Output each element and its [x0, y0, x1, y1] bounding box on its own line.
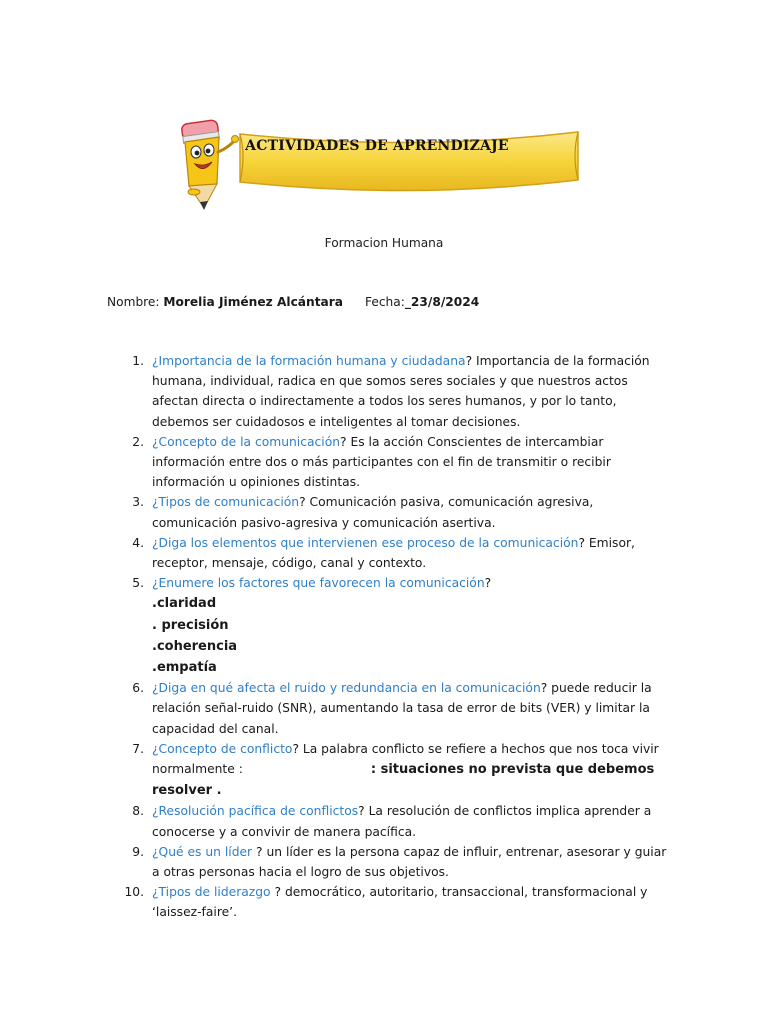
- answer-text: ? democrático, autoritario, transaccional, transformacional y ‘laissez-faire’.: [152, 885, 648, 920]
- item-number: 1.: [132, 354, 144, 368]
- question-open: ¿: [152, 576, 159, 591]
- item-number: 6.: [132, 681, 144, 696]
- answer-text: ? Emisor, receptor, mensaje, código, canal y contexto.: [152, 535, 635, 571]
- question-open: ¿: [152, 804, 159, 819]
- question-text: Concepto de conflicto: [158, 741, 293, 756]
- question-text: Tipos de liderazgo: [158, 885, 271, 900]
- item-number: 3.: [132, 495, 144, 510]
- name-label: Nombre:: [107, 295, 164, 309]
- item-number: 5.: [132, 576, 144, 591]
- list-item: [122, 351, 667, 432]
- activity-banner: [172, 118, 592, 218]
- list-item: [122, 842, 667, 882]
- answer-text: ? Importancia de la formación humana, individual, radica en que somos seres sociales y que nuestros actos afectan directa o indirectamente a todos los seres humanos, y por lo tanto, debemos ser cuidadosos e inteligentes al tomar decisiones.: [152, 354, 650, 429]
- item-number: 8.: [132, 804, 144, 819]
- list-item: [122, 432, 667, 493]
- question-open: ¿: [152, 741, 159, 756]
- question-text: Importancia de la formación humana y ciudadana: [158, 354, 466, 368]
- question-open: ¿: [152, 354, 159, 368]
- question-text: Diga los elementos que intervienen ese proceso de la comunicación: [158, 535, 579, 550]
- answer-bold-text: : situaciones no prevista que debemos resolver .: [152, 762, 655, 799]
- question-open: ¿: [152, 535, 159, 550]
- question-text: Enumere los factores que favorecen la comunicación: [158, 576, 485, 591]
- date-label: Fecha:: [364, 295, 405, 309]
- answer-text: ?: [484, 576, 492, 591]
- date-value: _23/8/2024: [404, 295, 480, 309]
- question-open: ¿: [152, 495, 159, 510]
- item-number: 9.: [132, 844, 144, 859]
- question-open: ¿: [152, 681, 159, 696]
- answer-text: ? Comunicación pasiva, comunicación agresiva, comunicación pasivo-agresiva y comunicación asertiva.: [152, 495, 594, 530]
- answer-text: ? Es la acción Conscientes de intercambiar información entre dos o más participantes con el fin de transmitir o recibir información u opiniones distintas.: [152, 434, 611, 490]
- question-open: ¿: [152, 885, 159, 900]
- pencil-mascot-icon: [172, 118, 242, 214]
- question-text: Concepto de la comunicación: [158, 434, 341, 449]
- factor-item: .coherencia: [152, 638, 238, 654]
- item-number: 10.: [124, 885, 144, 900]
- answer-text: ? un líder es la persona capaz de influir, entrenar, asesorar y guiar a otras personas hacia el logro de sus objetivos.: [152, 844, 667, 880]
- list-item: [122, 882, 667, 922]
- question-text: Qué es un líder: [158, 844, 253, 859]
- subject-title: Formacion Humana: [324, 236, 444, 250]
- list-item: [122, 492, 667, 532]
- factor-item: . precisión: [152, 617, 229, 633]
- factor-item: .empatía: [152, 660, 217, 676]
- student-meta: [107, 295, 479, 309]
- answer-text: ? La palabra conflicto se refiere a hechos que nos toca vivir normalmente :: [152, 741, 659, 777]
- item-number: 2.: [132, 434, 144, 449]
- list-item: [122, 801, 667, 841]
- list-item: [122, 573, 667, 678]
- answer-text: ? puede reducir la relación señal-ruido (SNR), aumentando la tasa de error de bits (VER) y limitar la capacidad del canal.: [152, 681, 652, 736]
- name-value: Morelia Jiménez Alcántara: [163, 295, 343, 309]
- factor-item: .claridad: [152, 596, 217, 612]
- answer-text: ? La resolución de conflictos implica aprender a conocerse y a convivir de manera pacífica.: [152, 804, 652, 839]
- question-list: [122, 351, 667, 923]
- list-item: [122, 533, 667, 573]
- banner-title: ACTIVIDADES DE APRENDIZAJE: [245, 138, 509, 154]
- question-open: ¿: [152, 844, 159, 859]
- question-text: Resolución pacífica de conflictos: [158, 804, 359, 819]
- question-open: ¿: [152, 434, 159, 449]
- question-text: Diga en qué afecta el ruido y redundancia en la comunicación: [158, 681, 541, 696]
- list-item: [122, 678, 667, 739]
- question-text: Tipos de comunicación: [158, 495, 300, 510]
- list-item: [122, 739, 667, 802]
- item-number: 4.: [132, 535, 144, 550]
- item-number: 7.: [132, 741, 144, 756]
